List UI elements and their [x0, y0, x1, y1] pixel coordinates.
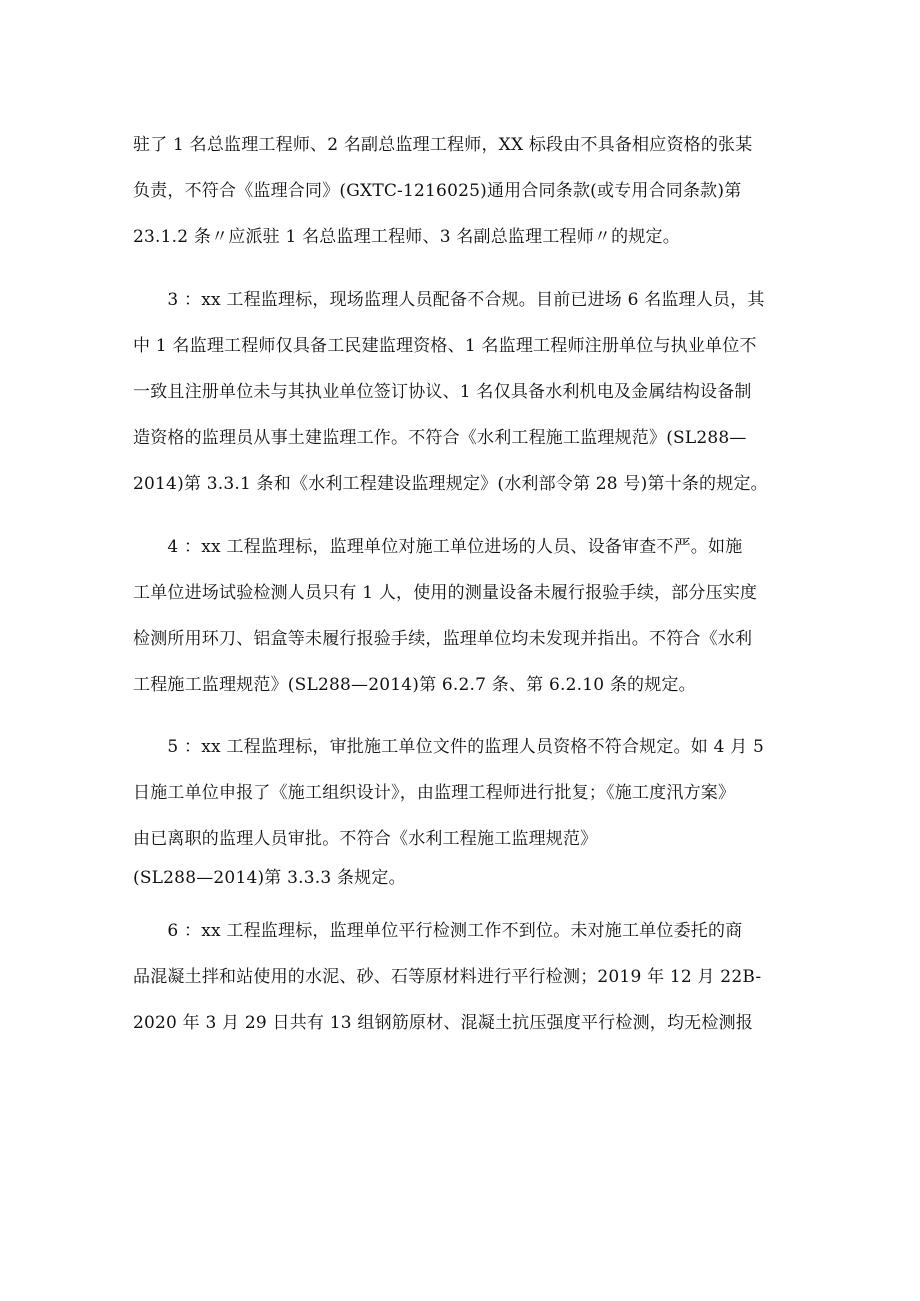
text-line: 工单位进场试验检测人员只有 1 人，使用的测量设备未履行报验手续，部分压实度: [133, 583, 758, 603]
paragraph-item-6: [133, 908, 803, 1046]
text-line: 日施工单位申报了《施工组织设计》，由监理工程师进行批复；《施工度汛方案》: [133, 783, 736, 803]
paragraph-item-3: [133, 277, 803, 507]
text-line: 2020 年 3 月 29 日共有 13 组钢筋原材、混凝土抗压强度平行检测，均无检测报: [133, 1013, 753, 1033]
text-line: 4 ：xx 工程监理标，监理单位对施工单位进场的人员、设备审查不严。如施: [133, 537, 743, 557]
text-line: 造资格的监理员从事土建监理工作。不符合《水利工程施工监理规范》(SL288—: [133, 428, 747, 448]
text-line: 工程施工监理规范》(SL288—2014)第 6.2.7 条、第 6.2.10 条的规定。: [133, 675, 696, 695]
text-line: 3 ：xx 工程监理标，现场监理人员配备不合规。目前已进场 6 名监理人员，其: [133, 290, 765, 310]
paragraph-item-5-tail: [133, 855, 803, 901]
text-line: 5 ：xx 工程监理标，审批施工单位文件的监理人员资格不符合规定。如 4 月 5: [133, 737, 765, 757]
text-line: 品混凝土拌和站使用的水泥、砂、石等原材料进行平行检测；2019 年 12 月 22B-: [133, 967, 762, 987]
text-line: 检测所用环刀、铝盒等未履行报验手续，监理单位均未发现并指出。不符合《水利: [133, 629, 753, 649]
text-line: 中 1 名监理工程师仅具备工民建监理资格、1 名监理工程师注册单位与执业单位不: [133, 336, 757, 356]
text-line: 23.1.2 条〃应派驻 1 名总监理工程师、3 名副总监理工程师〃的规定。: [133, 227, 680, 247]
text-line: 2014)第 3.3.1 条和《水利工程建设监理规定》(水利部令第 28 号)第十条的规定。: [133, 474, 768, 494]
text-line: 由已离职的监理人员审批。不符合《水利工程施工监理规范》: [133, 829, 598, 849]
paragraph-item-4: [133, 524, 803, 708]
text-line: 驻了 1 名总监理工程师、2 名副总监理工程师，XX 标段由不具备相应资格的张某: [133, 135, 753, 155]
text-line: 负责，不符合《监理合同》(GXTC-1216025)通用合同条款(或专用合同条款)第: [133, 181, 742, 201]
paragraph-item-5: [133, 724, 803, 862]
text-line: 6 ：xx 工程监理标，监理单位平行检测工作不到位。未对施工单位委托的商: [133, 921, 743, 941]
paragraph-continuation: [133, 122, 803, 260]
text-line: (SL288—2014)第 3.3.3 条规定。: [133, 868, 406, 888]
text-line: 一致且注册单位未与其执业单位签订协议、1 名仅具备水利机电及金属结构设备制: [133, 382, 752, 402]
